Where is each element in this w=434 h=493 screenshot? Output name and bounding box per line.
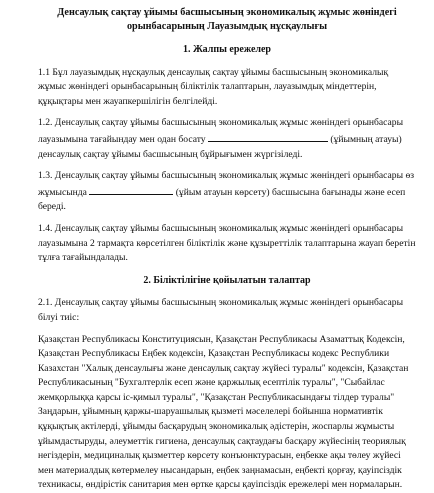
paragraph-1-4: 1.4. Денсаулық сақтау ұйымы басшысының экономикалық жұмыс жөніндегі орынбасары лауазымына 2 тармақта көрсетілген біліктілік және құзыреттілік талаптарына жауап беретін тұлға тағайындалады. — [38, 222, 416, 266]
paragraph-1-2 — [38, 116, 416, 162]
paragraph-1-3-text-a: 1.3. Денсаулық сақтау ұйымы басшысының экономикалық жұмыс жөніндегі орынбасары өз жұмысында — [38, 170, 414, 198]
paragraph-2-1: 2.1. Денсаулық сақтау ұйымы басшысының экономикалық жұмыс жөніндегі орынбасары білуі тиіс: — [38, 296, 416, 325]
paragraph-1-1: 1.1 Бұл лауазымдық нұсқаулық денсаулық сақтау ұйымы басшысының экономикалық жұмыс жөніндегі орынбасарының біліктілік талаптарын, лауазымдық міндеттерін, құқықтары мен жауапкершілігін белгілейді. — [38, 66, 416, 110]
paragraph-2-2: Қазақстан Республикасы Конституциясын, Қазақстан Республикасы Азаматтық Кодексін, Қазақстан Республикасы Еңбек кодексін, Қазақстан Республикасы кодекс Республики Казахстан "Халық денсаулығы және денсаулық сақтау жүйесі туралы" кодексін, Қазақстан Республикасының "Бухгалтерлік есеп және қаржылық есептілік туралы", "Сыбайлас жемқорлыққа қарсы іс-қимыл туралы", "Қазақстан Республикасындағы тілдер туралы" Заңдарын, ұйымның қаржы-шаруашылық қызметі мәселелері бойынша нормативтік құқықтық актілерді, ұйымды басқарудың экономикалық әдістерін, жоспарлы жұмысты ұйымдастыруды, әлеуметтік гигиена, денсаулық сақтаудағы басқару жүйесінің теориялық негіздерін, медициналық қызметтер көрсету конъюнктурасын, еңбекке ақы төлеу жүйесі мен материалдық көтермелеу нысандарын, еңбек заңнамасын, еңбекті қорғау, қауіпсіздік техникасы, өндірістік санитария мен өртке қарсы қауіпсіздік ережелері мен нормаларын. — [38, 333, 416, 493]
paragraph-1-2-text-b: (ұйымның атауы) денсаулық сақтау ұйымы басшысының бұйрығымен жүргізіледі. — [38, 134, 402, 160]
document-title-line2: орынбасарының Лауазымдық нұсқаулығы — [38, 20, 416, 34]
section-heading-general: 1. Жалпы ережелер — [38, 43, 416, 58]
document-title-line1: Денсаулық сақтау ұйымы басшысының экономикалық жұмыс жөніндегі — [38, 6, 416, 20]
fill-in-blank-organization[interactable] — [208, 131, 328, 142]
paragraph-1-2-text-a: 1.2. Денсаулық сақтау ұйымы басшысының экономикалық жұмыс жөніндегі орынбасары лауазымына тағайындау мен одан босату — [38, 117, 403, 145]
fill-in-blank-organization-name[interactable] — [89, 184, 173, 195]
section-heading-qualifications: 2. Біліктілігіне қойылатын талаптар — [38, 274, 416, 289]
paragraph-1-3 — [38, 169, 416, 215]
paragraph-1-3-text-b: (ұйым атауын көрсету) басшысына бағынады және есеп береді. — [38, 187, 405, 213]
